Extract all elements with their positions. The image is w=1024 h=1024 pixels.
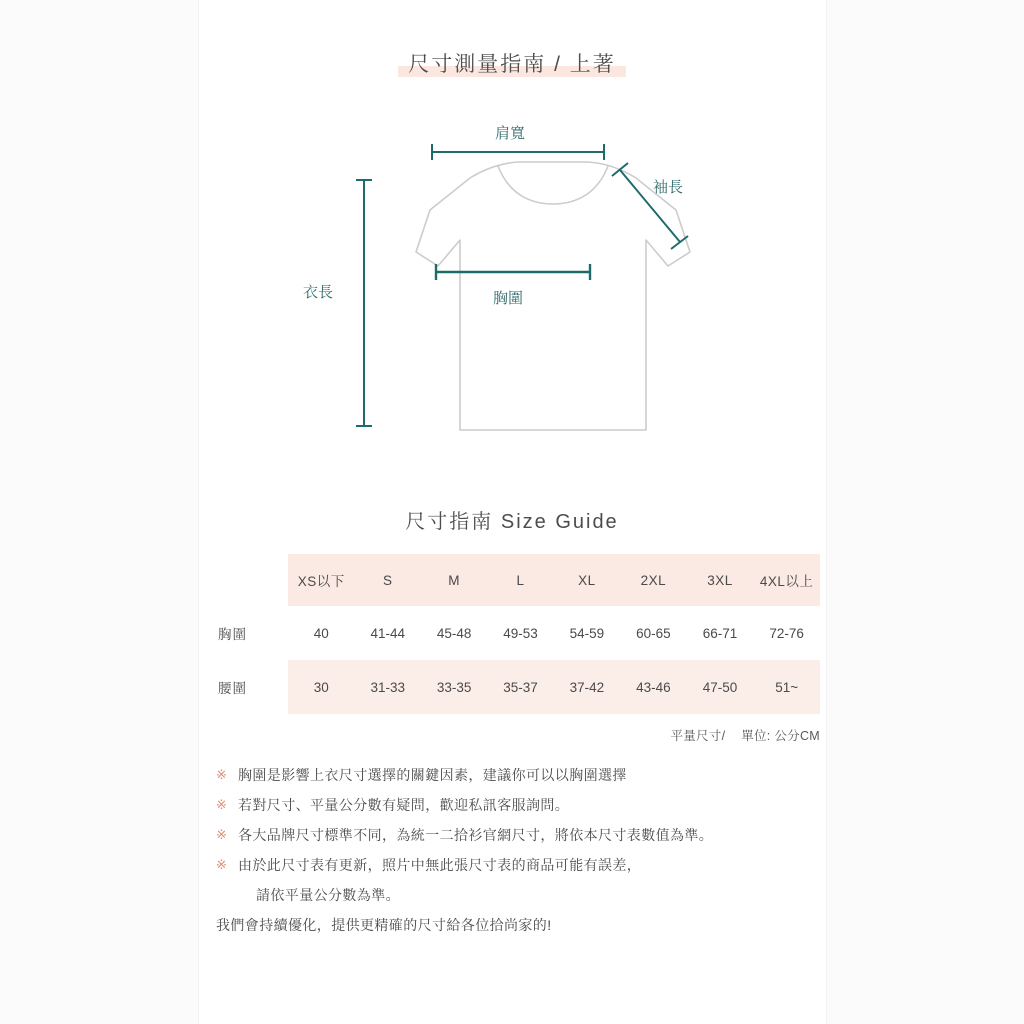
garment-diagram <box>198 100 826 480</box>
table-header-cell: S <box>355 554 421 606</box>
label-garment-length: 衣長 <box>303 284 334 301</box>
page-title <box>0 48 1024 78</box>
label-chest: 胸圍 <box>493 290 524 307</box>
table-header-cell: 2XL <box>620 554 687 606</box>
table-row <box>204 606 820 660</box>
note-item <box>216 820 836 850</box>
note-item <box>216 790 836 820</box>
note-item <box>216 850 836 880</box>
table-corner-cell <box>204 554 288 606</box>
table-footnote <box>204 726 820 744</box>
measure-method-note: 平量尺寸/ <box>670 729 726 743</box>
row-label-chest: 胸圍 <box>204 606 288 660</box>
table-cell: 49-53 <box>503 625 538 641</box>
note-text: 各大品牌尺寸標準不同，為統一二拾衫官網尺寸，將依本尺寸表數值為準。 <box>238 827 714 843</box>
note-closing: 我們會持續優化，提供更精確的尺寸給各位拾尚家的! <box>216 917 552 933</box>
table-cell: 37-42 <box>554 660 620 714</box>
notes-list <box>216 760 836 940</box>
note-mark-icon: ※ <box>216 767 228 782</box>
table-cell: 40 <box>313 625 329 641</box>
size-guide-heading: 尺寸指南 Size Guide <box>405 511 619 533</box>
size-table <box>204 554 820 714</box>
note-text: 胸圍是影響上衣尺寸選擇的關鍵因素，建議你可以以胸圍選擇 <box>238 767 627 783</box>
table-header-cell: L <box>487 554 553 606</box>
label-sleeve-length: 袖長 <box>653 179 684 196</box>
row-label-waist: 腰圍 <box>204 660 288 714</box>
table-cell: 51~ <box>753 660 820 714</box>
page-title-text: 尺寸測量指南 / 上著 <box>408 53 616 76</box>
note-text: 若對尺寸、平量公分數有疑問，歡迎私訊客服詢問。 <box>238 797 570 813</box>
table-header-cell: 4XL以上 <box>753 554 820 606</box>
table-cell: 41-44 <box>370 625 405 641</box>
table-cell: 72-76 <box>769 625 804 641</box>
table-cell: 60-65 <box>636 625 671 641</box>
unit-note: 單位: 公分CM <box>741 729 820 743</box>
table-cell: 43-46 <box>620 660 687 714</box>
note-mark-icon: ※ <box>216 797 228 812</box>
label-shoulder-width: 肩寬 <box>495 125 526 142</box>
table-header-cell: XL <box>554 554 620 606</box>
table-cell: 54-59 <box>569 625 605 641</box>
note-mark-icon: ※ <box>216 857 228 872</box>
table-cell: 35-37 <box>487 660 553 714</box>
table-cell: 30 <box>288 660 354 714</box>
table-cell: 45-48 <box>436 625 472 641</box>
note-text: 由於此尺寸表有更新，照片中無此張尺寸表的商品可能有誤差， <box>238 857 642 873</box>
table-cell: 66-71 <box>702 625 738 641</box>
table-cell: 31-33 <box>355 660 421 714</box>
table-row <box>204 660 820 714</box>
table-header-cell: XS以下 <box>288 554 354 606</box>
table-header-cell: 3XL <box>687 554 754 606</box>
table-cell: 47-50 <box>687 660 754 714</box>
note-mark-icon: ※ <box>216 827 228 842</box>
table-header-cell: M <box>421 554 487 606</box>
table-header-row <box>204 554 820 606</box>
table-cell: 33-35 <box>421 660 487 714</box>
note-continuation: 請依平量公分數為準。 <box>256 887 400 903</box>
note-item <box>216 760 836 790</box>
